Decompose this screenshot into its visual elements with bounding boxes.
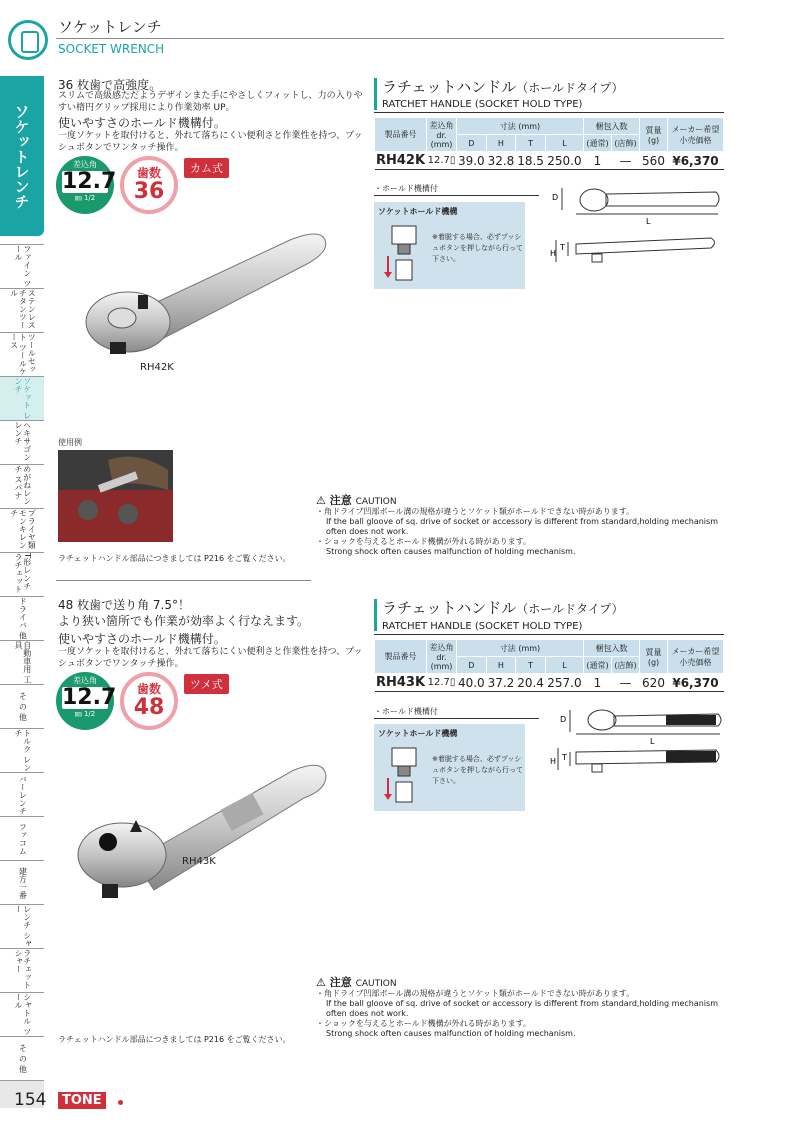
sidebar-tab[interactable]: ステンレス チタンツール [0, 288, 44, 332]
usage-example-photo [58, 450, 173, 542]
p2-title-sub: （ホールドタイプ） [516, 602, 624, 616]
p1-hold-mechanism-diagram [382, 220, 428, 282]
p2-title-rule [374, 634, 724, 635]
sidebar-tab[interactable]: ヘキサゴン レンチ [0, 420, 44, 464]
p1-dim-label-l: L [646, 217, 651, 226]
sidebar-tab[interactable]: そ の 他 [0, 684, 44, 728]
th-pack-col: (通常) [583, 135, 611, 152]
th-price: メーカー希望 小売価格 [668, 640, 724, 674]
th-size-l: L [545, 657, 583, 674]
sidebar-tab[interactable]: ツールセット ツールケース [0, 332, 44, 376]
th-size-h: H [486, 657, 516, 674]
cell-pack-display: — [611, 152, 639, 170]
th-pack-col: (店飾) [611, 135, 639, 152]
header-divider [56, 38, 724, 39]
sidebar-tab[interactable]: めがねレンチ スパナ [0, 464, 44, 508]
p1-feature-note: ・ホールド機構付 [374, 184, 438, 193]
sidebar-tab[interactable]: ソケット レンチ [0, 376, 44, 420]
p2-hold-mechanism-note: ※着脱する場合、必ずプッシュボタンを押しながら行って下さい。 [432, 755, 523, 785]
sidebar-tab[interactable]: そ の 他 [0, 1036, 44, 1080]
p1-dim-label-d: D [552, 193, 559, 202]
th-weight: 質量 (g) [640, 118, 668, 152]
sidebar-tabs [0, 244, 47, 1110]
usage-example-label: 使用例 [58, 438, 82, 447]
p1-hold-mechanism-note: ※着脱する場合、必ずプッシュボタンを押しながら行って下さい。 [432, 233, 523, 263]
p2-title-bar [374, 599, 377, 631]
sidebar-tab[interactable]: 自動車用 工具 [0, 640, 44, 684]
cell-l: 250.0 [547, 153, 582, 168]
cell-pack-normal: 1 [583, 152, 611, 170]
th-drive: 差込角 dr. (mm) [427, 118, 457, 152]
p2-parts-reference: ラチェットハンドル部品につきましては P216 をご覧ください。 [58, 1035, 291, 1044]
category-icon [8, 20, 48, 60]
th-pack: 梱包入数 [583, 118, 639, 135]
p2-product-title-en: RATCHET HANDLE (SOCKET HOLD TYPE) [382, 621, 583, 632]
th-weight: 質量 (g) [640, 640, 668, 674]
p1-feature-hold-sub: 一度ソケットを取付けると、外れて落ちにくい便利さと作業性を持つ、プッシュボタンでワンタッチ操作。 [58, 131, 363, 153]
p2-hold-mechanism-title: ソケットホールド機構 [378, 729, 458, 738]
th-model: 製品番号 [375, 118, 427, 152]
p2-caution-head: ⚠ 注意 CAUTION [316, 976, 397, 989]
sidebar-tab[interactable]: トルク レンチ [0, 728, 44, 772]
spec-header-row [375, 118, 724, 135]
p1-caution-item-3: ・ショックを与えるとホールド機構が外れる時があります。 [316, 537, 532, 546]
sidebar-tab[interactable]: ファイン ツール [0, 244, 44, 288]
th-pack-col: (通常) [583, 657, 611, 674]
cell-t: 20.4 [517, 675, 544, 690]
sidebar-tab[interactable]: レンチ シャー [0, 904, 44, 948]
p1-caution-item-4: Strong shock often causes malfunction of holding mechanism. [326, 547, 576, 556]
cell-price: ¥6,370 [668, 674, 724, 692]
th-size: 寸法 (mm) [457, 118, 584, 135]
th-size-h: H [486, 135, 516, 152]
p2-dim-label-t: T [562, 753, 567, 762]
brand-logo-dot [118, 1100, 123, 1105]
p1-feature-sub: スリムで高級感ただようデザインまた手にやさしくフィットし、力の入りやすい楕円グリップ採用により作業効率 UP。 [58, 91, 363, 113]
p2-dim-label-h: H [550, 757, 557, 766]
p2-mechanism-tag: ツメ式 [184, 674, 229, 694]
th-pack: 梱包入数 [583, 640, 639, 657]
cell-weight: 560 [640, 152, 668, 170]
p2-teeth-badge-value: 48 [133, 695, 165, 720]
p2-dimension-diagram [546, 704, 726, 794]
p2-drive-badge-label: 差込角 [73, 676, 97, 685]
p1-feature-main: 36 枚歯で高強度。 [58, 78, 162, 92]
sidebar-tab[interactable]: ドライバ 他 [0, 596, 44, 640]
th-price: メーカー希望 小売価格 [668, 118, 724, 152]
p2-hold-mechanism-diagram [382, 742, 428, 804]
p1-parts-reference: ラチェットハンドル部品につきましては P216 をご覧ください。 [58, 554, 291, 563]
p1-product-title-en: RATCHET HANDLE (SOCKET HOLD TYPE) [382, 99, 583, 110]
p2-teeth-badge-label: 歯数 [136, 682, 161, 696]
p1-drive-badge-value: 12.7 [62, 169, 117, 194]
p1-drive-badge-unit: ㎜ 1/2 [74, 194, 96, 202]
th-model: 製品番号 [375, 640, 427, 674]
p2-caution-item-2: If the ball gloove of sq. drive of socket or accessory is different from standard,holding mechanism often does not work. [326, 999, 718, 1018]
p2-caution [316, 978, 726, 1039]
th-size-d: D [457, 135, 487, 152]
p1-caution [316, 496, 726, 557]
p2-dim-label-l: L [650, 737, 655, 746]
spec-header-row [375, 640, 724, 657]
page-title-jp: ソケットレンチ [58, 18, 162, 36]
p2-spec-table [374, 639, 724, 692]
p1-caution-title-en: CAUTION [355, 497, 397, 507]
p2-caution-item-1: ・角ドライブ凹部ボール溝の規格が違うとソケット類がホールドできない時があります。 [316, 989, 635, 998]
p2-feature-hold: 使いやすさのホールド機構付。 [58, 632, 226, 646]
p2-feature-hold-sub: 一度ソケットを取付けると、外れて落ちにくい便利さと作業性を持つ、プッシュボタンでワンタッチ操作。 [58, 647, 363, 669]
p2-title-main: ラチェットハンドル [382, 599, 517, 617]
cell-pack-normal: 1 [583, 674, 611, 692]
th-drive: 差込角 dr. (mm) [427, 640, 457, 674]
sidebar-active-category[interactable]: ソケットレンチ [0, 76, 44, 236]
p2-feature-main: 48 枚歯で送り角 7.5°！ [58, 598, 190, 612]
p1-title-sub: （ホールドタイプ） [516, 81, 624, 95]
sidebar-tab[interactable]: ラチェット シャー [0, 948, 44, 992]
p2-ratchet-image [74, 750, 334, 910]
p1-title-bar [374, 78, 377, 110]
p1-hold-mechanism-title: ソケットホールド機構 [378, 207, 458, 216]
p1-dimension-diagram [546, 180, 726, 270]
th-pack-col: (店飾) [611, 657, 639, 674]
cell-price: ¥6,370 [668, 152, 724, 170]
p2-caution-item-3: ・ショックを与えるとホールド機構が外れる時があります。 [316, 1019, 532, 1028]
p1-teeth-badge-label: 歯数 [136, 166, 161, 180]
p1-dim-label-h: H [550, 249, 557, 258]
th-size: 寸法 (mm) [457, 640, 584, 657]
th-size-d: D [457, 657, 487, 674]
cell-l: 257.0 [547, 675, 582, 690]
cell-d: 39.0 [457, 153, 485, 168]
p2-caution-item-4: Strong shock often causes malfunction of holding mechanism. [326, 1029, 576, 1038]
cell-model: RH42K [375, 153, 426, 168]
p1-mechanism-tag: カム式 [184, 158, 229, 178]
cell-d: 40.0 [457, 675, 485, 690]
p1-dim-label-t: T [560, 243, 565, 252]
p1-caution-title: 注意 [329, 494, 352, 507]
p1-teeth-badge-value: 36 [133, 179, 165, 204]
sidebar-tab[interactable]: プライヤ類 モンキレンチ [0, 508, 44, 552]
page-title-en: SOCKET WRENCH [58, 42, 165, 56]
p1-caution-item-1: ・角ドライブ凹部ボール溝の規格が違うとソケット類がホールドできない時があります。 [316, 507, 635, 516]
p2-caution-title: 注意 [329, 976, 352, 989]
cell-drive: 12.7▯ [427, 674, 457, 692]
sidebar-tab[interactable]: バーレンチ [0, 772, 44, 816]
p2-drive-badge-value: 12.7 [62, 685, 117, 710]
sidebar-tab[interactable]: シャトル ツール [0, 992, 44, 1036]
section-divider [56, 580, 311, 581]
cell-model: RH43K [375, 675, 426, 690]
p2-feature-main2: より狭い箇所でも作業が効率よく行なえます。 [58, 614, 310, 628]
spec-row [375, 674, 724, 692]
p2-teeth-badge [120, 672, 178, 730]
th-size-l: L [545, 135, 583, 152]
p1-spec-table [374, 117, 724, 170]
p2-drive-badge-unit: ㎜ 1/2 [74, 710, 96, 718]
cell-t: 18.5 [517, 153, 544, 168]
p1-note-rule [374, 195, 539, 196]
p2-hold-mechanism-box [374, 724, 525, 811]
p1-caution-head: ⚠ 注意 CAUTION [316, 494, 397, 507]
p1-title-rule [374, 112, 724, 113]
cell-weight: 620 [640, 674, 668, 692]
sidebar-tab[interactable]: T形レンチ ラチェット [0, 552, 44, 596]
cell-h: 37.2 [487, 675, 515, 690]
p1-ratchet-image [80, 210, 340, 370]
p2-feature-note: ・ホールド機構付 [374, 707, 438, 716]
p1-caution-item-2: If the ball gloove of sq. drive of socket or accessory is different from standard,holding mechanism often does not work. [326, 517, 718, 536]
th-size-t: T [516, 657, 546, 674]
cell-pack-display: — [611, 674, 639, 692]
p2-product-title [382, 597, 624, 618]
p2-caution-title-en: CAUTION [355, 979, 397, 989]
brand-logo: TONE [58, 1092, 106, 1109]
th-size-t: T [516, 135, 546, 152]
p1-teeth-badge [120, 156, 178, 214]
p2-model-label: RH43K [182, 856, 216, 867]
p2-drive-badge [56, 672, 117, 730]
p1-title-main: ラチェットハンドル [382, 78, 517, 96]
p1-drive-badge [56, 156, 117, 214]
p1-drive-badge-label: 差込角 [73, 160, 97, 169]
sidebar-tab[interactable]: ファコム [0, 816, 44, 860]
p2-dim-label-d: D [560, 715, 567, 724]
page-number: 154 [14, 1090, 47, 1110]
p1-feature-hold: 使いやすさのホールド機構付。 [58, 116, 226, 130]
p1-hold-mechanism-box [374, 202, 525, 289]
p1-model-label: RH42K [140, 362, 174, 373]
cell-h: 32.8 [487, 153, 515, 168]
sidebar-tab[interactable]: 建方一番 [0, 860, 44, 904]
cell-drive: 12.7▯ [427, 152, 457, 170]
spec-row [375, 152, 724, 170]
p1-product-title [382, 76, 624, 97]
p2-note-rule [374, 718, 539, 719]
